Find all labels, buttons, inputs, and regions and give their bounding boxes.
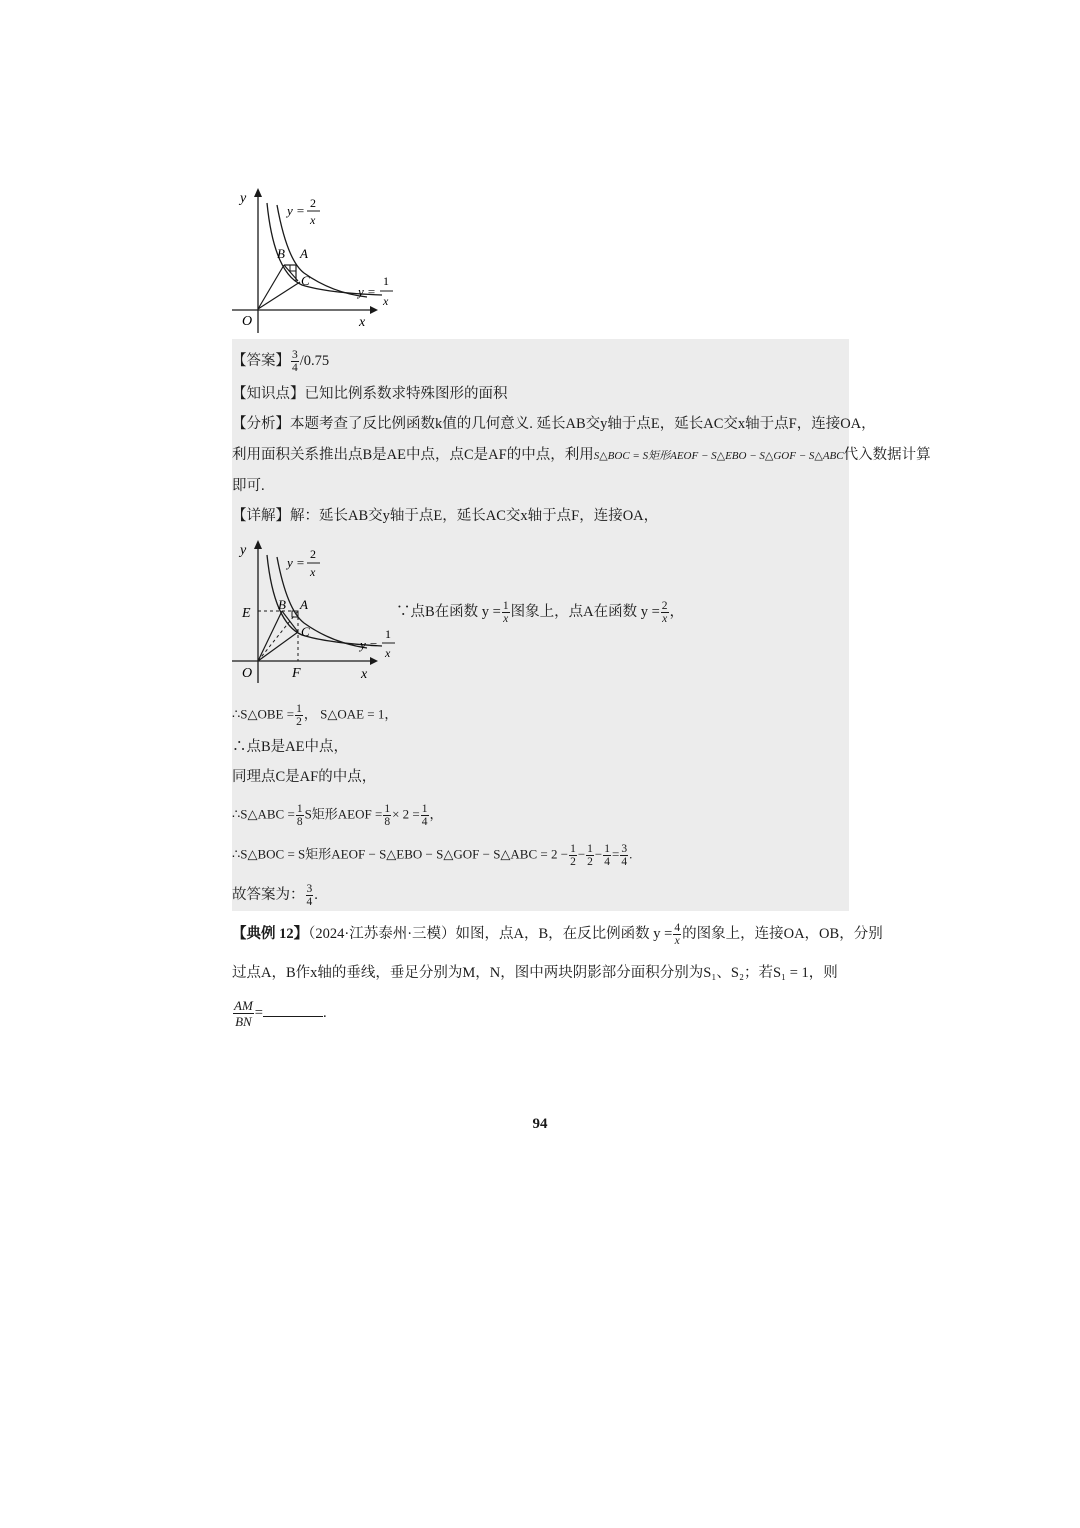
example-line-3: $\frac{AM}{BN}$ = . xyxy=(234,998,327,1029)
solution-step-2: ∴点B是AE中点， xyxy=(232,739,348,755)
answer-decimal: /0.75 xyxy=(299,352,330,369)
fig2-curve-top-lhs: y = xyxy=(287,555,305,570)
answer-tag: 【答案】 xyxy=(232,352,290,369)
example-line-1: 【典例 12】（2024·江苏泰州·三模）如图，点A，B，在反比例函数 y = $\frac{4}{x}$ 的图象上，连接OA，OB，分别 xyxy=(232,922,883,947)
fig2-label-e: E xyxy=(242,606,251,621)
answer-line xyxy=(232,349,329,374)
solution-step-3: 同理点C是AF的中点， xyxy=(232,769,377,785)
fig2-label-b: B xyxy=(278,597,286,612)
fig1-curve-bottom-lhs: y = xyxy=(358,284,376,299)
fig2-label-f: F xyxy=(292,666,301,681)
solution-step-1: ∴S△OBE = $\frac{1}{2}$ ， S△OAE = 1， xyxy=(232,703,398,728)
page-number: 94 xyxy=(532,1116,548,1132)
fig1-curve-top-num: 2 xyxy=(310,196,316,210)
fig2-label-x: x xyxy=(361,667,368,682)
fig2-curve-bottom-num: 1 xyxy=(385,627,391,641)
answer-fraction: $\frac{3}{4}$ xyxy=(292,349,298,374)
solution-intro: 【详解】解：延长AB交y轴于点E，延长AC交x轴于点F，连接OA， xyxy=(232,508,659,524)
fig1-label-y: y xyxy=(240,191,247,206)
solution-step-5: ∴S△BOC = S矩形AEOF − S△EBO − S△GOF − S△ABC = 2 − $\frac{1}{2}$ − $\frac{1}{2}$ − $\frac{1}{4}$ = $\frac{3}{4}$ . xyxy=(232,843,633,868)
figure-hyperbola-1 xyxy=(232,185,402,335)
analysis-line-2: 利用面积关系推出点B是AE中点，点C是AF的中点，利用S△BOC = S矩形AEOF − S△EBO − S△GOF − S△ABC代入数据计算 xyxy=(232,447,931,463)
fig2-label-y: y xyxy=(240,543,247,558)
fig1-label-c: C xyxy=(301,273,310,288)
fig1-curve-top-lhs: y = xyxy=(287,203,305,218)
fig1-label-o: O xyxy=(242,314,253,329)
fig1-label-a: A xyxy=(300,246,308,261)
figure-hyperbola-2 xyxy=(232,535,402,685)
fig2-label-c: C xyxy=(301,624,310,639)
analysis-formula: S△BOC = S矩形AEOF − S△EBO − S△GOF − S△ABC xyxy=(593,450,844,462)
fig2-curve-top-den: x xyxy=(310,565,316,579)
example-line-2: 过点A，B作x轴的垂线，垂足分别为M，N，图中两块阴影部分面积分别为S₁、S₂；若S₁ = 1，则 xyxy=(232,965,838,981)
fig1-curve-bottom-num: 1 xyxy=(383,274,389,288)
fig2-curve-bottom-den: x xyxy=(385,646,391,660)
fig1-label-x: x xyxy=(359,315,366,330)
fig1-label-b: B xyxy=(277,246,285,261)
answer-blank xyxy=(263,1006,323,1017)
fig2-curve-top-num: 2 xyxy=(310,547,316,561)
fig2-label-o: O xyxy=(242,666,253,681)
analysis-tag: 【分析】 xyxy=(232,416,290,432)
fig2-curve-bottom-lhs: y = xyxy=(360,637,378,652)
knowledge-tag: 【知识点】 xyxy=(232,386,305,402)
solution-tag: 【详解】 xyxy=(232,508,290,524)
fig1-curve-top-den: x xyxy=(310,213,316,227)
knowledge-text: 已知比例系数求特殊图形的面积 xyxy=(304,386,508,402)
solution-step-4: ∴S△ABC = $\frac{1}{8}$ S矩形AEOF = $\frac{1}{8}$ × 2 = $\frac{1}{4}$ ， xyxy=(232,803,443,828)
solution-final: 故答案为： $\frac{3}{4}$ . xyxy=(232,883,318,908)
example-tag: 【典例 12】 xyxy=(232,925,309,942)
analysis-line-3: 即可. xyxy=(232,478,265,494)
analysis-line-1: 【分析】本题考查了反比例函数k值的几何意义. 延长AB交y轴于点E，延长AC交x轴于点F，连接OA， xyxy=(232,416,876,432)
since-statement: ∵点B在函数 y = $\frac{1}{x}$ 图象上，点A在函数 y = $\frac{2}{x}$ ， xyxy=(396,600,685,625)
fig2-label-a: A xyxy=(300,597,308,612)
fig1-curve-bottom-den: x xyxy=(383,294,389,308)
knowledge-line xyxy=(232,384,508,404)
